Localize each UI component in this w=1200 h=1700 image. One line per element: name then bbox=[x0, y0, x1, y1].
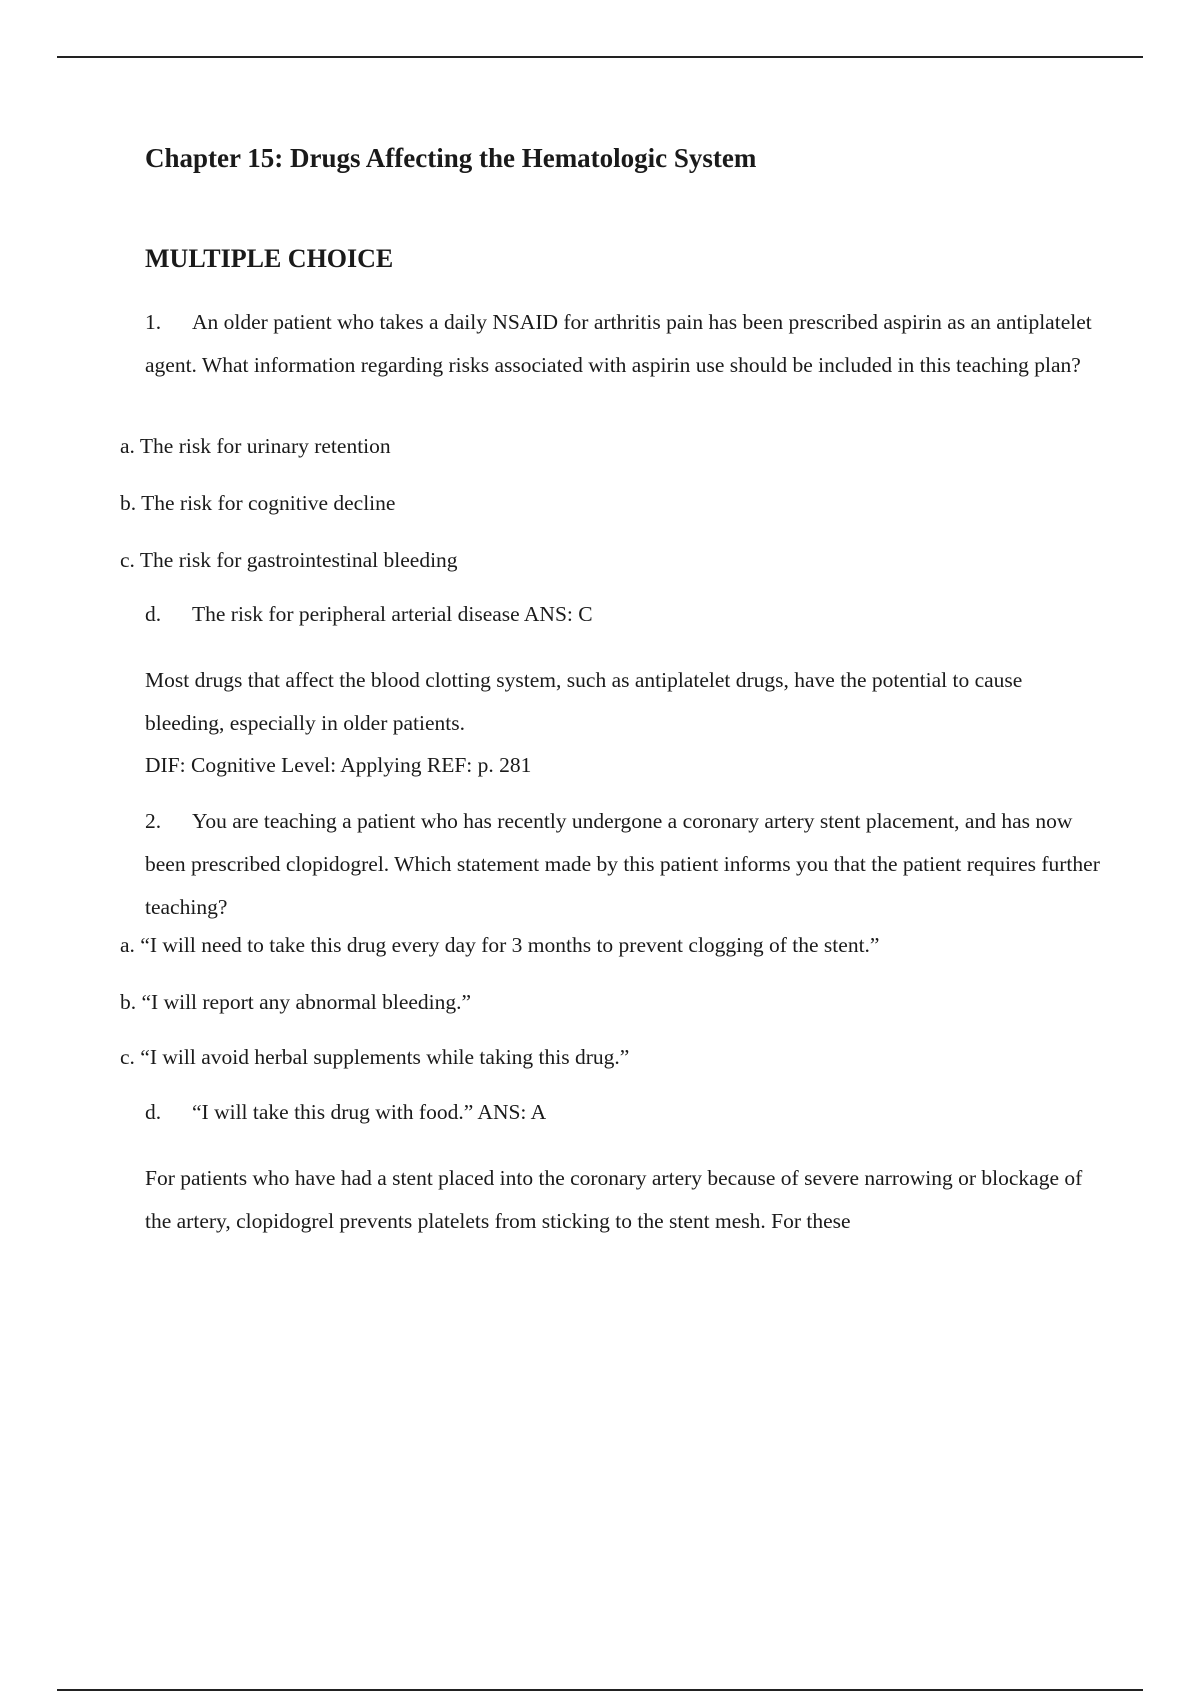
question-2-option-d-text: “I will take this drug with food.” ANS: A bbox=[192, 1100, 547, 1124]
question-2-text: You are teaching a patient who has recently undergone a coronary artery stent placement, and has now been prescribed clopidogrel. Which statement made by this patient informs you that the patient requires further teaching? bbox=[145, 809, 1100, 919]
question-1-stem bbox=[145, 301, 1105, 387]
bottom-rule bbox=[57, 1689, 1143, 1691]
question-1-number: 1. bbox=[145, 310, 162, 334]
question-1-dif-ref: DIF: Cognitive Level: Applying REF: p. 281 bbox=[145, 753, 532, 777]
chapter-title: Chapter 15: Drugs Affecting the Hematologic System bbox=[145, 143, 757, 173]
question-1-rationale: Most drugs that affect the blood clotting system, such as antiplatelet drugs, have the potential to cause bleeding, especially in older patients. bbox=[145, 668, 1023, 735]
question-2-option-d-letter: d. bbox=[145, 1100, 162, 1124]
question-1-option-a: a. The risk for urinary retention bbox=[120, 434, 391, 458]
question-1-option-c: c. The risk for gastrointestinal bleeding bbox=[120, 548, 458, 572]
question-2-option-d bbox=[145, 1100, 546, 1125]
top-rule bbox=[57, 56, 1143, 58]
question-2-option-a: a. “I will need to take this drug every day for 3 months to prevent clogging of the stent.” bbox=[120, 933, 880, 957]
question-2-stem bbox=[145, 800, 1105, 929]
question-1-option-d-text: The risk for peripheral arterial disease ANS: C bbox=[192, 602, 593, 626]
question-2-rationale: For patients who have had a stent placed into the coronary artery because of severe narrowing or blockage of the artery, clopidogrel prevents platelets from sticking to the stent mesh. For these bbox=[145, 1166, 1083, 1233]
question-2-option-b: b. “I will report any abnormal bleeding.” bbox=[120, 990, 472, 1014]
question-2-number: 2. bbox=[145, 809, 162, 833]
question-1-option-d-letter: d. bbox=[145, 602, 162, 626]
question-1-option-b: b. The risk for cognitive decline bbox=[120, 491, 396, 515]
section-title: MULTIPLE CHOICE bbox=[145, 244, 394, 273]
question-1-text: An older patient who takes a daily NSAID for arthritis pain has been prescribed aspirin as an antiplatelet agent. What information regarding risks associated with aspirin use should be included in this teaching plan? bbox=[145, 310, 1092, 377]
question-2-option-c: c. “I will avoid herbal supplements while taking this drug.” bbox=[120, 1045, 630, 1069]
question-1-option-d bbox=[145, 602, 593, 627]
